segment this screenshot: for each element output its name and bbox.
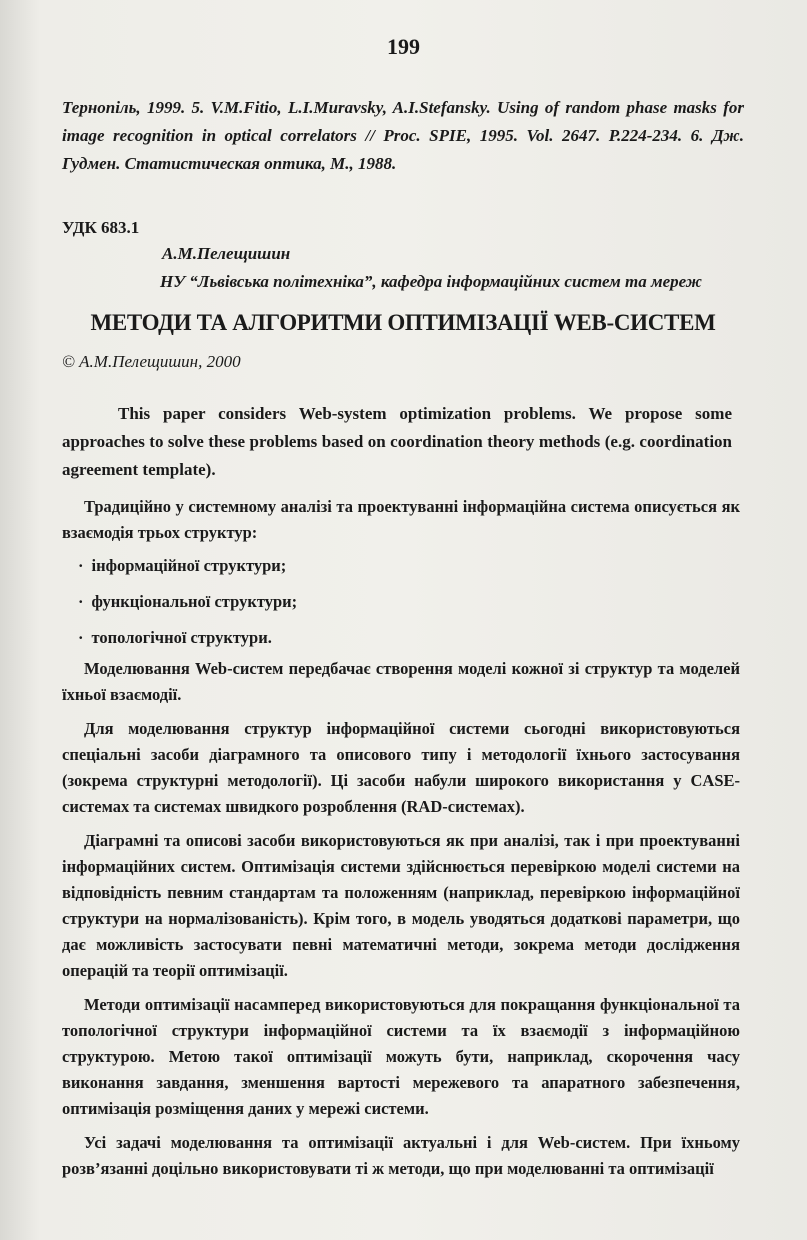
list-item-text: функціональної структури; [91,592,298,611]
intro-paragraph: Традиційно у системному аналізі та проектуванні інформаційна система описується як взаємодія трьох структур: [62,497,740,542]
article-title: МЕТОДИ ТА АЛГОРИТМИ ОПТИМІЗАЦІЇ WEB-СИСТЕМ [90,310,716,335]
body-paragraph: Для моделювання структур інформаційної системи сьогодні використовуються спеціальні засоби діаграмного та описового типу і методології їхнього застосування (зокрема структурні методології). Ці засоби набули широкого використання у CASE-системах та системах швидкого розроблення (RAD-системах). [62,719,740,816]
list-item [78,553,297,589]
body-paragraph: Діаграмні та описові засоби використовуються як при аналізі, так і при проектуванні інформаційних систем. Оптимізація системи здійснюється перевіркою моделі системи на відповідність певним стандартам та положенням (наприклад, перевіркою інформаційної структури на нормалізованість). Крім того, в модель уводяться додаткові параметри, що дає можливість застосувати певні математичні методи, зокрема методи дослідження операцій та теорії оптимізації. [62,831,740,980]
bullet-marker: · [78,592,84,611]
copyright-line: © А.М.Пелещишин, 2000 [62,352,241,371]
bullet-marker: · [78,556,84,575]
body-paragraph: Моделювання Web-систем передбачає створення моделі кожної зі структур та моделей їхньої взаємодії. [62,659,740,704]
structure-list [78,553,297,661]
body-paragraph: Методи оптимізації насамперед використовуються для покращання функціональної та топологічної структури інформаційної системи та їх взаємодії з інформаційною структурою. Метою такої оптимізації можуть бути, наприклад, скорочення часу виконання завдання, зменшення вартості мережевого та апаратного забезпечення, оптимізація розміщення даних у мережі системи. [62,995,740,1118]
abstract: This paper considers Web-system optimization problems. We propose some approaches to solve these problems based on coordination theory methods (e.g. coordination agreement template). [62,404,732,479]
references-continuation: Тернопіль, 1999. 5. V.M.Fitio, L.I.Muravsky, A.I.Stefansky. Using of random phase masks for image recognition in optical correlators // Proc. SPIE, 1995. Vol. 2647. P.224-234. 6. Дж. Гудмен. Статистическая оптика, М., 1988. [62,98,744,173]
list-item-text: інформаційної структури; [91,556,287,575]
list-item-text: топологічної структури. [91,628,272,647]
bullet-marker: · [78,628,84,647]
list-item [78,589,297,625]
body-paragraph: Усі задачі моделювання та оптимізації актуальні і для Web-систем. При їхньому розв’язанні доцільно використовувати ті ж методи, що при моделюванні та оптимізації [62,1133,740,1178]
author-name: А.М.Пелещишин [162,244,291,263]
author-affiliation: НУ “Львівська політехніка”, кафедра інформаційних систем та мереж [160,272,702,291]
page-number: 199 [387,34,420,59]
body-text [62,656,740,1190]
udk-code: УДК 683.1 [62,218,140,237]
